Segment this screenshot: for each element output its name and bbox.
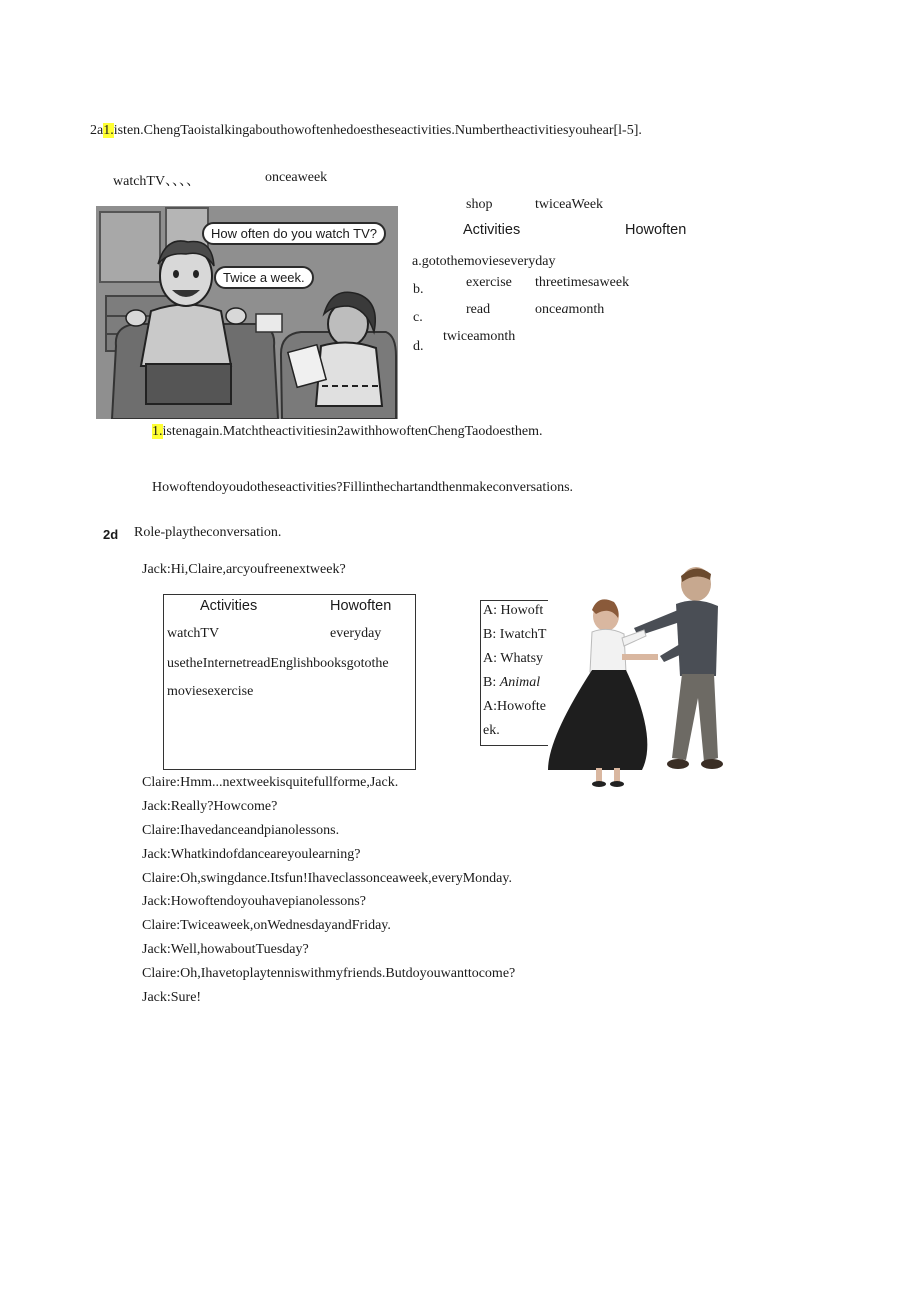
activities-chart bbox=[163, 594, 416, 770]
conv-line-6: ek. bbox=[483, 723, 500, 738]
dancers-photo bbox=[548, 558, 736, 804]
frequency-twice-week: twiceaWeek bbox=[535, 197, 604, 212]
dancers-scene bbox=[548, 558, 736, 804]
col-how-often-header: Howoften bbox=[625, 222, 687, 238]
dialogue-line: Claire:Ihavedanceandpianolessons. bbox=[142, 823, 340, 838]
section-2b-instruction bbox=[152, 424, 543, 440]
section-2d-instruction: Role-playtheconversation. bbox=[134, 525, 282, 540]
speech-bubble-question: How often do you watch TV? bbox=[202, 222, 386, 245]
highlight-marker: 1. bbox=[103, 123, 114, 138]
speech-bubble-answer: Twice a week. bbox=[214, 266, 314, 289]
chart-row2: usetheInternetreadEnglishbooksgotothe bbox=[167, 656, 389, 671]
chart-row1-activity: watchTV bbox=[167, 626, 220, 641]
chart-col-how-often: Howoften bbox=[330, 598, 392, 614]
dialogue-line: Jack:Sure! bbox=[142, 990, 202, 1005]
chart-row3: moviesexercise bbox=[167, 684, 254, 699]
activity-read: read bbox=[466, 302, 491, 317]
dialogue-line: Jack:Really?Howcome? bbox=[142, 799, 278, 814]
instruction-text: isten.ChengTaoistalkingabouthowoftenhedoestheseactivities.Numbertheactivitiesyouhear[l-5]. bbox=[113, 123, 642, 138]
item-d-letter: d. bbox=[413, 339, 424, 354]
conv-line-3: A: Whatsy bbox=[483, 651, 544, 666]
conv-line-2: B: IwatchT bbox=[483, 627, 547, 642]
item-b-letter: b. bbox=[413, 282, 424, 297]
example-activity: watchTV、、、、 bbox=[113, 174, 201, 189]
conv-line-4: B: Animal bbox=[483, 675, 541, 690]
conv-line-1: A: Howoft bbox=[483, 603, 544, 618]
dialogue-line: Claire:Twiceaweek,onWednesdayandFriday. bbox=[142, 918, 391, 933]
highlight-marker: 1. bbox=[152, 424, 163, 439]
frequency-once-month: onceamonth bbox=[535, 302, 605, 317]
item-c-letter: c. bbox=[413, 310, 423, 325]
cartoon-illustration bbox=[96, 206, 398, 419]
section-2d-label: 2d bbox=[103, 527, 119, 542]
section-2a-instruction bbox=[90, 123, 642, 139]
activity-exercise: exercise bbox=[466, 275, 512, 290]
instruction-text: istenagain.Matchtheactivitiesin2awithhowoftenChengTaodoesthem. bbox=[162, 424, 543, 439]
section-2a-label: 2a bbox=[90, 123, 104, 138]
dialogue-line: Jack:Well,howaboutTuesday? bbox=[142, 942, 309, 957]
frequency-three-times: threetimesaweek bbox=[535, 275, 630, 290]
dialogue-line: Claire:Oh,swingdance.Itsfun!Ihaveclassonceaweek,everyMonday. bbox=[142, 871, 512, 886]
section-2c-instruction: Howoftendoyoudotheseactivities?Fillinthechartandthenmakeconversations. bbox=[152, 480, 574, 495]
dialogue-line: Jack:Whatkindofdanceareyoulearning? bbox=[142, 847, 361, 862]
item-a: a.gotothemovieseveryday bbox=[412, 254, 556, 269]
chart-row1-frequency: everyday bbox=[330, 626, 382, 641]
conv-line-5: A:Howofte bbox=[483, 699, 546, 714]
chart-col-activities: Activities bbox=[200, 598, 258, 614]
frequency-twice-month: twiceamonth bbox=[443, 329, 516, 344]
example-frequency: onceaweek bbox=[265, 170, 328, 185]
dialogue-line: Jack:Hi,Claire,arcyoufreenextweek? bbox=[142, 562, 346, 577]
dialogue-line: Jack:Howoftendoyouhavepianolessons? bbox=[142, 894, 366, 909]
dialogue-line: Claire:Hmm...nextweekisquitefullforme,Jack. bbox=[142, 775, 399, 790]
col-activities-header: Activities bbox=[463, 222, 521, 238]
activity-shop: shop bbox=[466, 197, 493, 212]
dialogue-line: Claire:Oh,Ihavetoplaytenniswithmyfriends.Butdoyouwanttocome? bbox=[142, 966, 516, 981]
